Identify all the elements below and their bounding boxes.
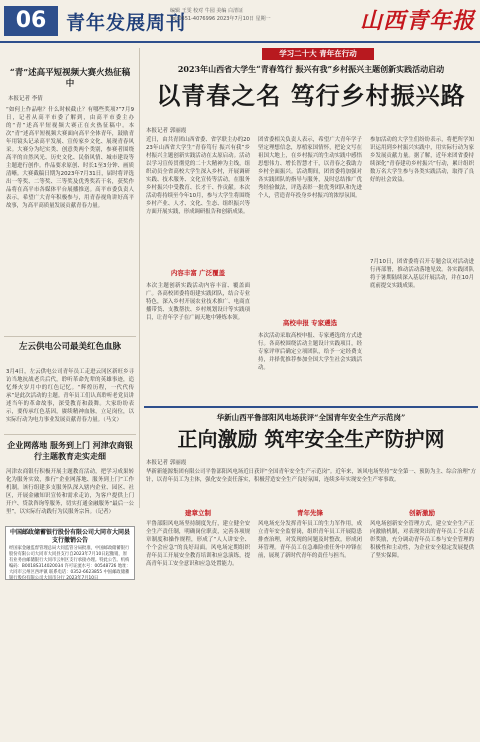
- article-title-2: 左云供电公司最美红色血脉: [18, 342, 121, 352]
- main-col2: 团省委相关负责人表示，希望广大青年学子坚定理想信念，厚植家国情怀，把论文写在祖国大地上，在乡村振兴的生动实践中感悟思想伟力、增长智慧才干，以青春之我助力乡村全面振兴。活动期间，团省委将加强对各实践团队的指导与服务，及时总结推广优秀经验做法，评选表彰一批优秀团队和先进个人，营造青年投身乡村振兴的浓厚氛围。: [258, 137, 362, 199]
- section-title: 青年发展周刊: [66, 12, 187, 34]
- main-col1b: 本次主题创新实践活动内容丰富、覆盖面广。各高校团委将组建实践团队，结合专业特色，深入乡村开展农业技术推广、电商直播带货、支教帮扶、乡村规划设计等实践项目，让青年学子在广阔天地中锤炼本领。: [146, 283, 250, 321]
- bottom-col2-subhead: 青年先锋: [297, 509, 323, 517]
- notice-body: 经国家金融监督管理总局大同监管分局批准，中国邮政储蓄银行股份有限公司大同市大同县支行自2023年7月10日起撤销，原有业务由邮储银行大同市云州区支行承接办理。特此公告。机构编码：B0018S314020034 许可证流水号：00548726 地址：大同市云州区西坪镇 联系电话：0352-6623855 中国邮政储蓄银行股份有限公司大同市分行 2023年7月10日: [9, 546, 131, 581]
- notice-box: [5, 526, 135, 580]
- bottom-col2: 风电场充分发挥青年员工的生力军作用，成立青年安全监督岗，组织青年员工开展隐患排查治理，对发现的问题及时整改，形成闭环管理。青年员工在急难险重任务中冲锋在前，展现了新时代青年的责任与担当。: [258, 521, 362, 559]
- main-col2b: 本次活动采取高校申报、专家遴选的方式进行。各高校围绕活动主题设计实践项目，经专家评审后确定立项团队，给予一定经费支持，并择优推荐参加全国大学生社会实践活动。: [258, 333, 362, 371]
- main-col1: 近日，由共青团山西省委、省学联主办的2023年山西省大学生“青春笃行 振兴有我”乡村振兴主题创新实践活动在太原启动。活动以学习宣传贯彻党的二十大精神为主线，组织动员全省高校大学生深入乡村，开展调研实践、技术服务、文化宣传等活动，在服务乡村振兴中受教育、长才干、作贡献。本次活动将持续至今年10月，参与大学生将围绕乡村产业、人才、文化、生态、组织振兴等方面开展实践，形成调研报告和创新成果。: [146, 137, 250, 215]
- bottom-col1-subhead: 建章立制: [185, 509, 211, 517]
- article-body-1: “如何上作品啦？什么时候截止？有哪些奖项?”7月9日，记者从高平市委了解到，由高平市委主办的“青”述高平短视频大赛正在火热征稿中。本次“青”述高平短视频大赛面向高平全体青年，鼓励青年用镜头记录高平发展、宣传家乡文化、展现青春风采。大赛分为纪实类、创意类两个类别，参赛者围绕高平的自然风光、历史文化、民俗风情、城市建设等主题进行创作。作品要求原创、时长1至3分钟、画质清晰。大赛截稿日期为2023年7月31日，届时将评选出一等奖、二等奖、三等奖及优秀奖若干名，获奖作品将在高平市各媒体平台展播推送。高平市委负责人表示，希望广大青年积极参与，用青春视角讲好高平故事，为高平高质量发展贡献青春力量。: [6, 107, 134, 209]
- article-byline-1: 本报记者 李倩: [8, 96, 43, 102]
- phone-date: Tel:0351-4076996 2023年7月10日 星期一: [170, 16, 271, 22]
- section-divider: [4, 336, 136, 337]
- main-byline: 本报记者 郭丽霞: [146, 128, 187, 134]
- bottom-col3: 风电场创新安全管理方式，建立安全生产正向激励机制，对表现突出的青年员工予以表彰奖励，充分调动青年员工参与安全管理的积极性和主动性，为企业安全稳定发展提供了坚实保障。: [370, 521, 474, 559]
- main-col3: 参加活动的大学生们纷纷表示，将把所学知识运用到乡村振兴实践中，用实际行动为家乡发展贡献力量。据了解，近年来团省委持续深化“青春建功乡村振兴”行动，累计组织数万名大学生参与各类实践活动，取得了良好的社会效益。: [370, 137, 474, 183]
- bottom-col1: 平鲁部阳风电场坚持制度先行，建立健全安全生产责任制，明确岗位职责，完善各项规章制度和操作规程，形成了“人人讲安全、个个会应急”的良好局面。风电场定期组织青年员工开展安全教育培训和应急演练，提高青年员工安全意识和应急处置能力。: [146, 521, 250, 567]
- bottom-headline: 正向激励 筑牢安全生产防护网: [177, 427, 445, 451]
- section-divider: [4, 434, 136, 435]
- bottom-col3-subhead: 创新激励: [409, 509, 435, 517]
- header-rule: [0, 41, 480, 43]
- masthead-logo: 山西青年报: [360, 8, 476, 34]
- column-divider: [139, 48, 140, 508]
- bottom-byline: 本报记者 郭丽霞: [146, 460, 187, 466]
- article-title-3: 企业网落地 服务到上门 河津农商银行主题教育走实走细: [7, 440, 133, 461]
- main-col3b: 7月10日，团省委将召开专题会议对活动进行再部署，推动活动落地见效。各实践团队将于暑期陆续深入基层开展活动，并在10月底前提交实践成果。: [370, 259, 474, 289]
- article-body-3: 河津农商银行积极开展主题教育活动，把学习成果转化为服务实效，推行“企业网落地、服务到上门”工作机制。该行组建多支服务队深入辖内企业、园区、社区，开展金融知识宣传和需求走访，为客户提供上门开户、贷款咨询等服务，切实打通金融服务“最后一公里”，以实际行动践行为民服务宗旨。（记者）: [6, 469, 134, 515]
- notice-title: 中国邮政储蓄银行股份有限公司大同市大同县支行撤销公告: [9, 529, 130, 544]
- editor-names: 编辑 王雯 校对 牛园 美编 白清证: [170, 8, 243, 14]
- article-title-1: “青”述高平短视频大赛火热征稿中: [9, 68, 131, 89]
- main-headline: 以青春之名 笃行乡村振兴路: [156, 81, 466, 110]
- bottom-kicker: 华新山西平鲁部阳风电场获评“全国青年安全生产示范岗”: [216, 413, 406, 422]
- bottom-intro: 华新新能源集团有限公司平鲁部阳风电场近日获评“全国青年安全生产示范岗”。近年来，该风电场坚持“安全第一、预防为主、综合治理”方针，以青年员工为主体，强化安全责任落实，积极营造安全生产良好氛围，连续多年实现安全生产零事故。: [146, 469, 476, 483]
- bottom-rule: [144, 406, 478, 408]
- page-number: 06: [4, 6, 58, 36]
- main-subtitle: 2023年山西省大学生“青春笃行 振兴有我”乡村振兴主题创新实践活动启动: [177, 64, 445, 74]
- article-body-2: 3月4日，左云供电公司青年员工走进云冈区新旺乡寻访当地抗战老兵后代，聆听革命先辈的英雄事迹，追忆烽火岁月中的红色记忆。“辉煌历程，一代代传承”是此次活动的主题。青年员工们认真聆听老党员讲述当年的革命故事，深受教育和鼓舞。大家纷纷表示，要传承红色基因，赓续精神血脉，立足岗位，以实际行动为电力事业发展贡献青春力量。（马文）: [6, 369, 134, 423]
- page-header: [0, 0, 480, 40]
- main-kicker: 学习二十大 青年在行动: [262, 48, 374, 60]
- main-col2-subhead: 高校申报 专家遴选: [282, 319, 338, 327]
- editor-line: [170, 7, 340, 23]
- main-col1-subhead: 内容丰富 广泛覆盖: [170, 269, 226, 277]
